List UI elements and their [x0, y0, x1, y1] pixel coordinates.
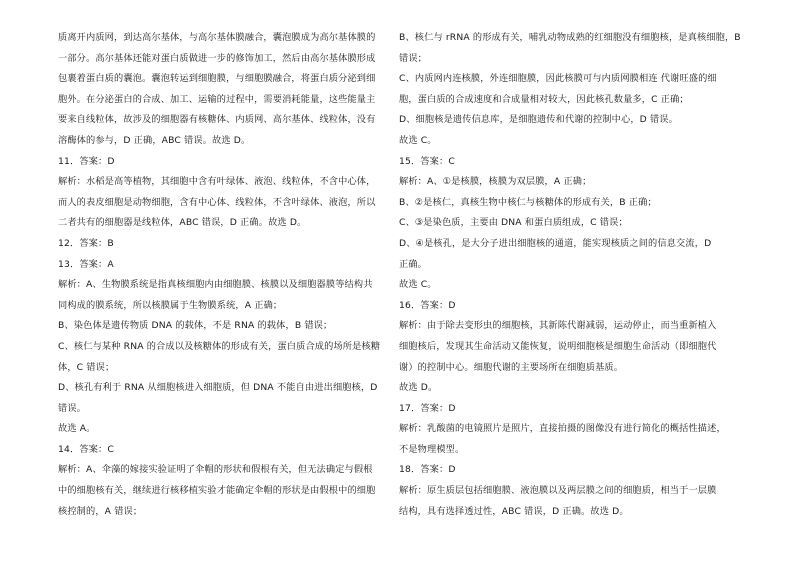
- text-line: 结构，具有选择透过性，ABC 错误，D 正确。故选 D。: [399, 505, 629, 517]
- text-line: 谢）的控制中心。细胞代谢的主要场所在细胞质基质。: [399, 361, 624, 373]
- text-line: 体，C 错误；: [58, 361, 115, 373]
- text-line: B、②是核仁，真核生物中核仁与核糖体的形成有关，B 正确；: [399, 196, 657, 208]
- text-line: 18．答案：D: [399, 464, 456, 476]
- text-line: 解析：由于除去变形虫的细胞核，其新陈代谢减弱，运动停止，而当重新植入: [399, 320, 717, 332]
- text-line: 错误；: [399, 52, 428, 64]
- text-line: 同构成的膜系统，所以核膜属于生物膜系统，A 正确；: [58, 299, 283, 311]
- text-line: 细胞核后，发现其生命活动又能恢复，说明细胞核是细胞生命活动（即细胞代: [399, 340, 717, 352]
- left-text-column: [58, 28, 398, 522]
- text-line: C、核仁与某种 RNA 的合成以及核糖体的形成有关，蛋白质合成的场所是核糖: [58, 340, 381, 352]
- text-line: 解析：A、伞藻的嫁接实验证明了伞帽的形状和假根有关，但无法确定与假根: [58, 464, 373, 476]
- text-line: B、核仁与 rRNA 的形成有关，哺乳动物成熟的红细胞没有细胞核，是真核细胞，B: [399, 32, 741, 43]
- text-line: 故选 C。: [399, 279, 437, 291]
- text-line: 核控制的，A 错误；: [58, 505, 143, 517]
- text-line: 解析：A、生物膜系统是指真核细胞内由细胞膜、核膜以及细胞器膜等结构共: [58, 279, 373, 291]
- text-line: 14．答案：C: [58, 443, 114, 455]
- text-line: 胞外。在分泌蛋白的合成、加工、运输的过程中，需要消耗能量，这些能量主: [58, 93, 376, 105]
- text-line: 要来自线粒体，故涉及的细胞器有核糖体、内质网、高尔基体、线粒体，没有: [58, 114, 376, 126]
- text-line: 而人的表皮细胞是动物细胞，含有中心体、线粒体，不含叶绿体、液泡，所以: [58, 196, 376, 208]
- text-line: 故选 C。: [399, 134, 437, 146]
- right-text-column: [399, 28, 741, 522]
- text-line: 16．答案：D: [399, 299, 456, 311]
- text-line: 故选 A。: [58, 423, 96, 435]
- text-line: 溶酶体的参与，D 正确，ABC 错误。故选 D。: [58, 134, 251, 146]
- text-line: 不是物理模型。: [399, 443, 465, 455]
- text-line: 正确。: [399, 258, 428, 270]
- text-line: 胞，蛋白质的合成速度和合成量相对较大，因此核孔数量多，C 正确；: [399, 93, 689, 105]
- text-line: 故选 D。: [399, 382, 438, 394]
- text-line: 解析：水稻是高等植物，其细胞中含有叶绿体、液泡、线粒体，不含中心体，: [58, 176, 376, 188]
- text-line: 15．答案：C: [399, 155, 455, 167]
- text-line: 解析：原生质层包括细胞膜、液泡膜以及两层膜之间的细胞质，相当于一层膜: [399, 485, 717, 497]
- text-line: 质离开内质网，到达高尔基体，与高尔基体膜融合，囊泡膜成为高尔基体膜的: [58, 32, 376, 43]
- text-line: 17．答案：D: [399, 402, 456, 414]
- text-line: 中的细胞核有关，继续进行核移植实验才能确定伞帽的形状是由假根中的细胞: [58, 485, 376, 497]
- text-line: 错误。: [58, 402, 87, 414]
- text-line: 13．答案：A: [58, 258, 114, 270]
- text-line: D、④是核孔，是大分子进出细胞核的通道，能实现核质之间的信息交流，D: [399, 237, 712, 249]
- text-line: C、③是染色质，主要由 DNA 和蛋白质组成，C 错误；: [399, 217, 628, 229]
- text-line: 11．答案：D: [58, 155, 115, 167]
- text-line: 解析：A、①是核膜，核膜为双层膜，A 正确；: [399, 176, 592, 188]
- text-line: B、染色体是遗传物质 DNA 的载体，不是 RNA 的载体，B 错误；: [58, 320, 333, 332]
- text-line: 解析：乳酸菌的电镜照片是照片，直接拍摄的图像没有进行简化的概括性描述，: [399, 423, 726, 435]
- text-line: 包裹着蛋白质的囊泡。囊泡转运到细胞膜，与细胞膜融合，将蛋白质分泌到细: [58, 73, 376, 85]
- text-line: 12．答案：B: [58, 237, 114, 249]
- text-line: C、内质网内连核膜，外连细胞膜，因此核膜可与内质网膜相连 代谢旺盛的细: [399, 73, 717, 85]
- text-line: D、核孔有利于 RNA 从细胞核进入细胞质，但 DNA 不能自由进出细胞核，D: [58, 382, 378, 394]
- text-line: 一部分。高尔基体还能对蛋白质做进一步的修饰加工，然后由高尔基体膜形成: [58, 52, 376, 64]
- text-line: D、细胞核是遗传信息库，是细胞遗传和代谢的控制中心，D 错误。: [399, 114, 678, 126]
- text-line: 二者共有的细胞器是线粒体，ABC 错误，D 正确。故选 D。: [58, 217, 307, 229]
